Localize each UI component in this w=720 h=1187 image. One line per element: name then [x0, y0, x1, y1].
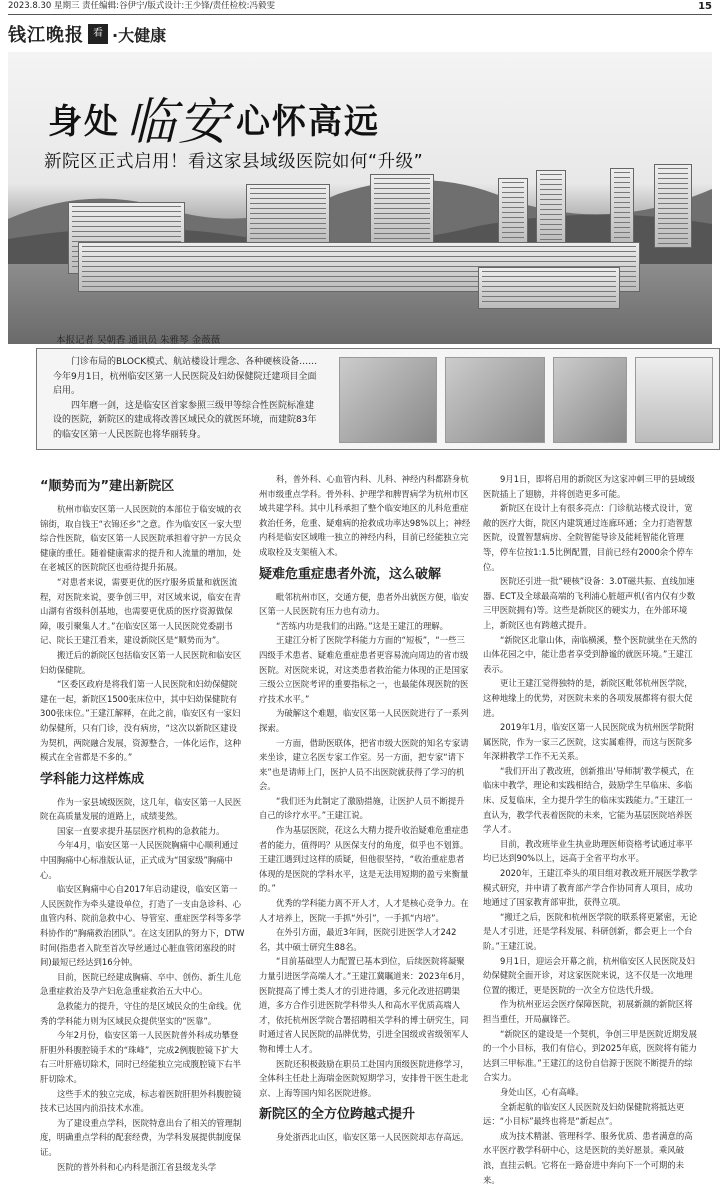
building-hospital-center [246, 184, 330, 246]
building-hospital-tower [370, 174, 434, 246]
body-paragraph: 2019年1月，临安区第一人民医院成为杭州医学院附属医院，作为一家三乙医院，这实属难得，而这与医院多年深耕教学工作不无关系。 [483, 722, 695, 762]
issue-meta: 2023.8.30 星期三 责任编辑:谷伊宁/版式设计:王少锋/责任检校:冯毅雯 [8, 1, 275, 11]
interior-photo [445, 357, 545, 443]
building-residential-4 [654, 164, 692, 248]
intro-paragraph: 四年磨一剑，这是临安区首家参照三级甲等综合性医院标准建设的医院，新院区的建成将改善区域民众的就医环境，而建院83年的临安区第一人民医院也将华丽转身。 [53, 400, 317, 440]
article-column-2 [259, 472, 471, 1145]
body-paragraph: 身处浙西北山区，临安区第一人民医院却志存高远。 [276, 1132, 469, 1143]
building-residential-1 [498, 178, 528, 248]
body-paragraph: “苦练内功是我们的出路。”这是王建江的理解。 [276, 620, 448, 631]
body-paragraph: 王建江分析了医院学科能力方面的“短板”，“一些三四级手术患者、疑难危重症患者更容易流向周边的省市级医院。对医院来说，对这类患者救治能力体现的正是国家三级公立医院考评的重要指标之一，也最能体现医院的医疗技术水平。” [259, 635, 469, 704]
body-paragraph: 毗邻杭州市区，交通方便，患者外出就医方便，临安区第一人民医院有压力也有动力。 [259, 591, 469, 617]
building-annex [478, 267, 620, 309]
body-paragraph: “新院区的建设是一个契机，争创三甲是医院近期发展的一个小目标，我们有信心，到2025年底，医院将有能力达到三甲标准。”王建江的这份自信源于医院不断提升的综合实力。 [483, 1028, 697, 1083]
intro-box [36, 348, 720, 450]
body-paragraph: 今年4月，临安区第一人民医院胸痛中心顺利通过中国胸痛中心标准版认证，正式成为“国家级”胸痛中心。 [40, 840, 239, 880]
body-paragraph: “我们开出了教改班，创新推出‘导师制’教学模式，在临床中教学，理论和实践相结合，鼓励学生早临床、多临床、反复临床，全力提升学生的临床实践能力。”王建江一直认为，教学代表着医院的未来，它能为基层医院培养医学人才。 [483, 765, 694, 835]
building-residential-2 [536, 170, 566, 248]
section-heading: 学科能力这样炼成 [40, 771, 145, 787]
body-paragraph: 搬迁后的新院区包括临安区第一人民医院和临安区妇幼保健院。 [40, 649, 242, 675]
body-paragraph: 目前，医院已经建成胸痛、卒中、创伤、新生儿危急重症救治及孕产妇危急重症救治五大中心。 [40, 971, 242, 997]
page-number: 15 [698, 1, 712, 12]
intro-text [53, 355, 318, 442]
body-paragraph: 为了建设重点学科，医院特意出台了相关的管理制度，明确重点学科的配套经费，为学科发展提供制度保证。 [40, 1117, 242, 1157]
hero-photo [8, 52, 712, 344]
body-paragraph: 科，普外科、心血管内科、儿科、神经内科都跻身杭州市级重点学科。骨外科、护理学和脾胃病学为杭州市区域共建学科。其中儿科承担了整个临安地区的儿科危重症救治任务，危重、疑难病的抢救成功率达98%以上；神经内科是临安区域唯一独立的神经内科，目前已经能独立完成取栓及支架植入术。 [259, 474, 471, 557]
body-paragraph: 优秀的学科能力离不开人才，人才是核心竞争力。在人才培养上，医院一手抓“外引”，一手抓“内培”。 [259, 898, 469, 923]
body-paragraph: 更让王建江觉得独特的是，新院区毗邻杭州医学院，这种地缘上的优势，对医院未来的各项发展都将有很大促进。 [483, 678, 693, 718]
subheadline: 新院区正式启用！看这家县域级医院如何“升级” [44, 152, 424, 172]
body-paragraph: 成为技术精湛、管理科学、服务优质、患者满意的高水平医疗教学科研中心，这是医院的美好愿景。乘风破浪，直挂云帆。它将在一路奋进中奔向下一个可期的未来。 [483, 1130, 693, 1185]
page-header [8, 0, 712, 15]
body-paragraph: 在外引方面，最近3年间，医院引进医学人才242名，其中硕士研究生88名。 [259, 927, 457, 952]
body-paragraph: 身处山区，心有高峰。 [500, 1086, 584, 1097]
body-paragraph: 全新起航的临安区人民医院及妇幼保健院将抵达更远：“小目标”最终也将是“新起点”。 [483, 1101, 685, 1127]
body-paragraph: 医院还积极鼓励在职员工赴国内顶级医院进修学习，全体科主任赴上海瑞金医院短期学习，安排骨干医生赴北京、上海等国内知名医院进修。 [259, 1058, 469, 1098]
section-heading: “顺势而为”建出新院区 [40, 479, 175, 494]
body-paragraph: 作为一家县域级医院，这几年，临安区第一人民医院在高质量发展的道路上，成绩斐然。 [40, 796, 242, 822]
body-paragraph: 杭州市临安区第一人民医院的本部位于临安城的衣锦街，取自钱王“衣锦还乡”之意。作为临安区一家大型综合性医院，临安区第一人民医院承担着守护一方民众健康的重任。随着健康需求的提升和人流量的增加，处在老城区的医院院区也亟待提升拓展。 [40, 504, 242, 573]
body-paragraph: 一方面，借助医联体，把省市级大医院的知名专家请来坐诊，建立名医专家工作室。另一方面，把专家“请下来”也是请师上门，医护人员不出医院就获得了学习的机会。 [259, 737, 469, 792]
body-paragraph: “目前基础型人力配置已基本到位，后续医院将凝聚力量引进医学高端人才。”王建江冀瞩道来：2023年6月，医院提高了博士类人才的引进待遇，多元化改进招聘渠道，多方合作引进医院学科带头人和高水平优质高端人才，依托杭州医学院合署招聘相关学科的博士研究生，同时通过省人民医院的品牌优势，引进全国级或省级领军人物和博士人才。 [259, 956, 471, 1054]
body-paragraph: 今年2月份，临安区第一人民医院普外科成功攀登肝胆外科腹腔镜手术的“珠峰”，完成2例腹腔镜下扩大右三叶肝癌切除术，同时已经能独立完成腹腔镜下右半肝切除术。 [40, 1030, 241, 1084]
masthead [8, 18, 166, 50]
article-column-3 [483, 472, 699, 1187]
body-paragraph: 9月1日，迎运会开幕之前，杭州临安区人民医院及妇幼保健院全面开诊，对这家医院来说，这不仅是一次地理位置的搬迁，更是医院的一次全方位迭代升级。 [483, 955, 695, 995]
body-paragraph: 这些手术的独立完成，标志着医院肝胆外科腹腔镜技术已达国内前沿技术水准。 [40, 1088, 242, 1114]
headline [48, 82, 380, 154]
body-paragraph: 为破解这个难题，临安区第一人民医院进行了一系列探索。 [259, 708, 469, 733]
body-paragraph: “搬迁之后，医院和杭州医学院的联系将更紧密，无论是人才引进，还是学科发展、科研创新，都会更上一个台阶。”王建江说。 [483, 911, 697, 951]
headline-part2: 心怀高远 [236, 101, 380, 142]
plaque-photo [635, 357, 713, 443]
section-heading: 疑难危重症患者外流，这么破解 [259, 566, 442, 582]
article-column-1 [40, 472, 245, 1174]
hallway-photo [339, 357, 437, 443]
body-paragraph: 2020年，王建江牵头的项目组对教改班开展医学教学模式研究，并申请了教育部产学合作协同育人项目，成功地通过了国家教育部审批，获得立项。 [483, 868, 698, 908]
headline-part1: 身处 [48, 101, 120, 142]
section-heading: 新院区的全方位跨越式提升 [259, 1107, 416, 1123]
body-paragraph: 作为杭州亚运会医疗保障医院，初展新颜的新院区将担当重任，开局赢锋芒。 [483, 999, 693, 1024]
intro-paragraph: 门诊布局的BLOCK模式、航站楼设计理念、各种硬核设备……今年9月1日，杭州临安区第一人民医院及妇幼保健院迁建项目全面启用。 [53, 357, 318, 396]
body-paragraph: “新院区北靠山体，南临横溪，整个医院就坐在天然的山体花园之中，能让患者享受到静谧的就医环境。”王建江表示。 [483, 634, 697, 674]
body-paragraph: 医院还引进一批“硬核”设备：3.0T磁共振、直线加速器、ECT及全球最高端的飞利浦心脏超声机(省内仅有少数三甲医院拥有)等。这些是新院区的硬实力，在外部环境上，新院区也有跨越式提升。 [483, 576, 696, 630]
body-paragraph: 国家一直要求提升基层医疗机构的急救能力。 [57, 825, 225, 836]
body-paragraph: 医院的普外科和心内科是浙江省县级龙头学 [57, 1161, 217, 1172]
body-paragraph: 作为基层医院，花这么大精力提升收治疑难危重症患者的能力，值得吗？从医保支付的角度，似乎也不划算。王建江遇到过这样的质疑，但他很坚持，“收治重症患者体现的是医院的学科水平，这是无法用短期的盈亏来衡量的。” [259, 825, 469, 894]
facility-photo [553, 357, 627, 443]
paper-seal-logo: 看 [88, 24, 108, 44]
body-paragraph: 新院区在设计上有很多亮点：门诊航站楼式设计，宽敞的医疗大街，院区内建筑通过连廊环通；全力打造智慧医院，设置智慧病房、全院智能导诊及能耗智能化管理等，停车位按1:1.5比例配置，目前已经有2000余个停车位。 [483, 503, 694, 572]
body-paragraph: 急救能力的提升，守住的是区域民众的生命线。优秀的学科能力则为区域民众提供坚实的“医靠”。 [40, 1001, 242, 1026]
body-paragraph: 目前，教改班毕业生执业助理医师资格考试通过率平均已达到90%以上，远高于全省平均水平。 [483, 838, 693, 864]
body-paragraph: “我们还为此制定了激励措施，让医护人员不断提升自己的诊疗水平。”王建江说。 [259, 795, 465, 821]
section-title: ·大健康 [112, 25, 167, 45]
paper-name-logo: 钱江晚报 [8, 25, 84, 46]
headline-calligraphy: 临安 [126, 93, 230, 151]
body-paragraph: “区委区政府是将我们第一人民医院和妇幼保健院建在一起，新院区1500张床位中，其中妇幼保健院有300张床位。”王建江解释，在此之前，临安区有一家妇幼保健所，只有门诊，没有病房，“这次以新院区建设为契机，两院融合发展，资源整合，一体化运作，这种模式在全省都是不多的。” [40, 679, 241, 763]
body-paragraph: 临安区胸痛中心自2017年启动建设，临安区第一人民医院作为牵头建设单位，打造了一支由急诊科、心血管内科、院前急救中心、导管室、重症医学科等多学科协作的“胸痛救治团队”。在这支团队的努力下，DTW时间(指患者入院至首次导丝通过心脏血管闭塞段的时间)最短已经达到16分钟。 [40, 884, 245, 968]
byline: 本报记者 吴朝香 通讯员 朱雅琴 金薇薇 [56, 335, 221, 346]
building-residential-3 [610, 168, 634, 244]
body-paragraph: 9月1日，即将启用的新院区为这家冲刺三甲的县域级医院插上了翅膀，并将创造更多可能。 [483, 474, 695, 499]
body-paragraph: “对患者来说，需要更优的医疗服务质量和就医流程，对医院来说，要争创三甲，对区域来说，临安在青山湖有省级科创基地，也需要更优质的医疗资源做保障，吸引聚集人才。”在临安区第一人民医院党委副书记、院长王建江看来，建设新院区是“顺势而为”。 [40, 576, 241, 646]
